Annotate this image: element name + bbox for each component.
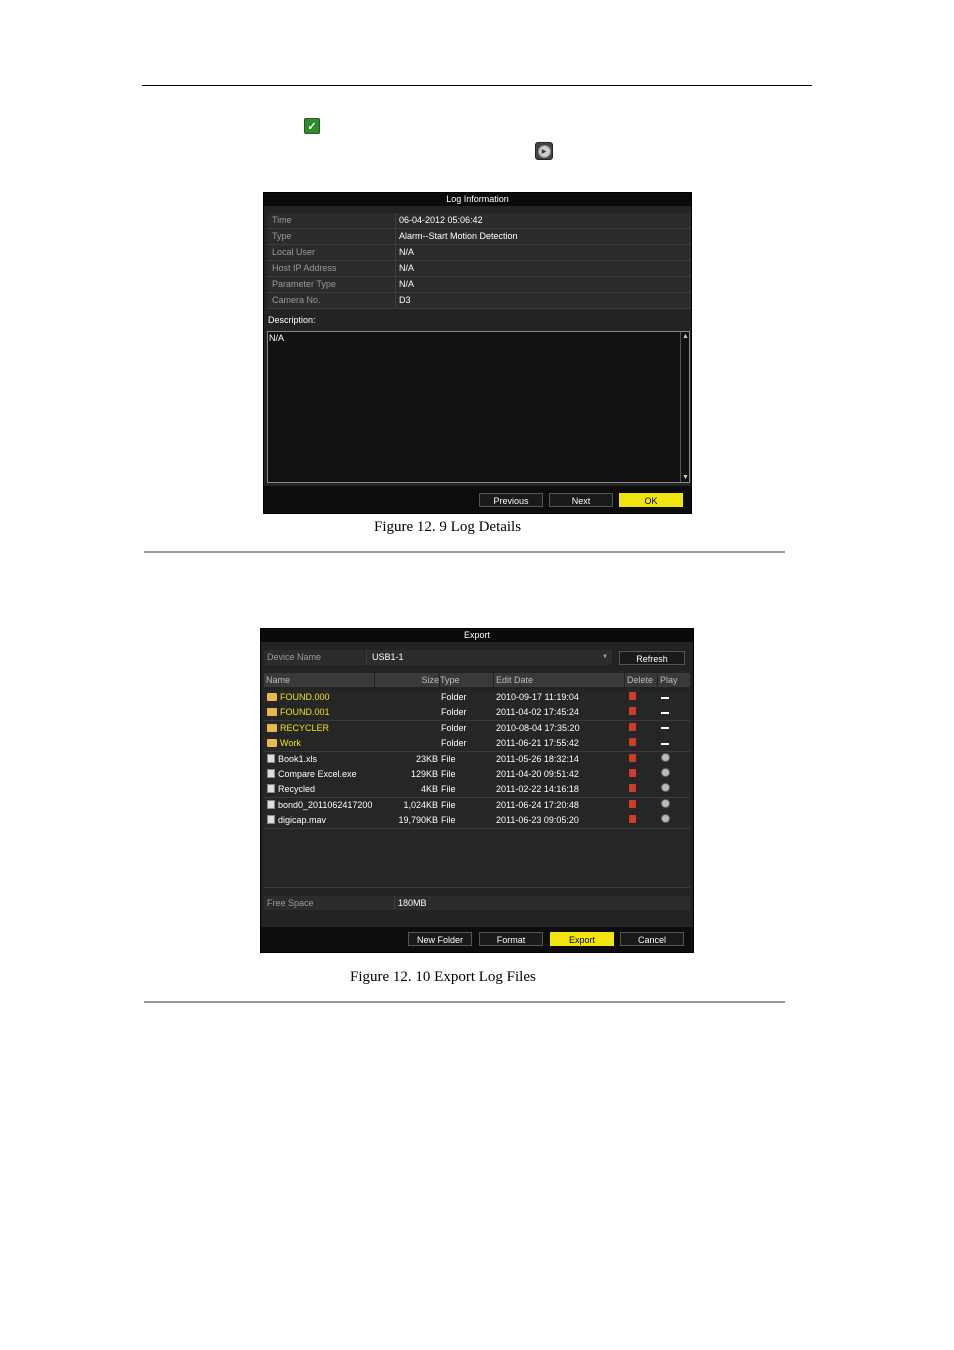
date-cell: 2011-06-21 17:55:42	[496, 738, 579, 749]
name-cell	[267, 782, 372, 797]
field-label: Host IP Address	[272, 263, 337, 273]
delete-cell[interactable]	[629, 798, 636, 813]
trash-icon[interactable]	[629, 707, 636, 715]
type-cell: File	[441, 815, 456, 826]
play-button-icon: ▶	[535, 142, 553, 160]
file-name: digicap.mav	[278, 815, 327, 826]
type-cell: Folder	[441, 707, 467, 718]
delete-cell[interactable]	[629, 782, 636, 797]
play-icon[interactable]	[661, 799, 670, 808]
size-cell: 1,024KB	[403, 799, 438, 810]
section-rule	[144, 551, 785, 553]
delete-cell[interactable]	[629, 705, 636, 720]
section-rule	[144, 1001, 785, 1003]
file-name: RECYCLER	[280, 722, 330, 733]
scroll-down-arrow-icon[interactable]: ▼	[682, 474, 689, 481]
name-cell	[267, 752, 372, 767]
field-label: Parameter Type	[272, 279, 336, 289]
table-row[interactable]	[264, 752, 690, 768]
play-cell[interactable]	[661, 721, 669, 736]
folder-icon	[267, 739, 277, 747]
new-folder-button[interactable]: New Folder	[408, 932, 472, 946]
col-play: Play	[657, 673, 678, 687]
type-cell: Folder	[441, 692, 467, 702]
file-name: bond0_2011062417200	[278, 799, 372, 810]
delete-cell[interactable]	[629, 813, 636, 828]
type-cell: File	[441, 799, 456, 810]
play-cell[interactable]	[661, 798, 670, 813]
type-cell: File	[441, 769, 456, 779]
chevron-down-icon: ▼	[602, 654, 608, 660]
device-name-select[interactable]	[366, 650, 612, 665]
name-cell	[267, 721, 372, 736]
play-icon[interactable]	[661, 768, 670, 777]
name-cell	[267, 767, 372, 782]
table-row[interactable]	[264, 690, 690, 706]
trash-icon[interactable]	[629, 815, 636, 823]
table-row[interactable]	[264, 782, 690, 798]
col-type: Type	[439, 673, 490, 687]
play-cell[interactable]	[661, 736, 669, 751]
export-dialog	[260, 628, 694, 953]
file-icon	[267, 754, 275, 763]
description-label: Description:	[268, 315, 316, 325]
delete-cell[interactable]	[629, 736, 636, 751]
table-row[interactable]	[264, 798, 690, 814]
col-delete: Delete	[624, 673, 653, 687]
field-value: N/A	[399, 247, 415, 257]
file-name: FOUND.001	[280, 707, 330, 718]
device-name-value: USB1-1	[372, 652, 404, 662]
free-space-row	[264, 896, 690, 910]
table-row[interactable]	[264, 813, 690, 829]
figure-caption: Figure 12. 9 Log Details	[374, 519, 522, 535]
field-value: Alarm--Start Motion Detection	[399, 231, 518, 241]
delete-cell[interactable]	[629, 721, 636, 736]
file-name: Recycled	[278, 784, 316, 795]
play-icon[interactable]	[661, 783, 670, 792]
dash-icon	[661, 712, 669, 714]
col-edit-date: Edit Date	[493, 673, 533, 687]
field-label: Local User	[272, 247, 316, 257]
figure-caption: Figure 12. 10 Export Log Files	[350, 969, 536, 985]
dash-icon	[661, 743, 669, 745]
size-cell: 19,790KB	[398, 815, 438, 826]
trash-icon[interactable]	[629, 784, 636, 792]
refresh-button[interactable]: Refresh	[619, 651, 685, 665]
trash-icon[interactable]	[629, 692, 636, 700]
info-row	[267, 261, 691, 277]
name-cell	[267, 736, 372, 751]
date-cell: 2011-06-24 17:20:48	[496, 799, 579, 810]
date-cell: 2010-08-04 17:35:20	[496, 722, 580, 733]
previous-button[interactable]: Previous	[479, 493, 543, 507]
file-name: Work	[280, 738, 301, 749]
file-icon	[267, 784, 275, 793]
log-information-dialog	[263, 192, 692, 514]
cancel-button[interactable]: Cancel	[620, 932, 684, 946]
field-value: D3	[399, 295, 411, 305]
file-icon	[267, 800, 275, 809]
header-rule	[142, 85, 812, 86]
file-name: Compare Excel.exe	[278, 769, 357, 779]
name-cell	[267, 690, 372, 705]
table-row[interactable]	[264, 705, 690, 721]
field-value: 06-04-2012 05:06:42	[399, 215, 483, 225]
type-cell: File	[441, 753, 456, 764]
info-row	[267, 293, 691, 309]
dash-icon	[661, 697, 669, 699]
date-cell: 2011-06-23 09:05:20	[496, 815, 579, 826]
format-button[interactable]: Format	[479, 932, 543, 946]
folder-icon	[267, 724, 277, 732]
col-size: Size	[374, 673, 439, 687]
date-cell: 2011-04-02 17:45:24	[496, 707, 579, 718]
folder-icon	[267, 708, 277, 716]
description-scrollbar[interactable]	[680, 332, 689, 482]
file-list-area	[264, 829, 690, 888]
field-value: N/A	[399, 279, 415, 289]
date-cell: 2011-04-20 09:51:42	[496, 769, 579, 779]
info-row	[267, 245, 691, 261]
name-cell	[267, 798, 372, 813]
trash-icon[interactable]	[629, 723, 636, 731]
export-button[interactable]: Export	[550, 932, 614, 946]
type-cell: Folder	[441, 722, 467, 733]
field-label: Time	[272, 215, 292, 225]
name-cell	[267, 813, 372, 828]
delete-cell[interactable]	[629, 690, 636, 705]
size-cell: 129KB	[410, 769, 438, 779]
field-label: Camera No.	[272, 295, 321, 305]
delete-cell[interactable]	[629, 752, 636, 767]
file-name: Book1.xls	[278, 753, 318, 764]
trash-icon[interactable]	[629, 754, 636, 762]
play-icon[interactable]	[661, 753, 670, 762]
type-cell: File	[441, 784, 456, 795]
name-cell	[267, 705, 372, 720]
table-row[interactable]	[264, 767, 690, 783]
device-name-label: Device Name	[267, 652, 322, 662]
col-name: Name	[266, 675, 291, 685]
file-table-header	[264, 673, 690, 687]
play-cell[interactable]	[661, 690, 669, 705]
free-space-value: 180MB	[394, 896, 427, 910]
file-icon	[267, 815, 275, 824]
scroll-up-arrow-icon[interactable]: ▲	[682, 333, 689, 340]
date-cell: 2011-05-26 18:32:14	[496, 753, 579, 764]
play-cell[interactable]	[661, 705, 669, 720]
play-cell[interactable]	[661, 813, 670, 828]
type-cell: Folder	[441, 738, 467, 749]
folder-icon	[267, 693, 277, 701]
date-cell: 2010-09-17 11:19:04	[496, 692, 579, 702]
play-cell[interactable]	[661, 767, 670, 782]
date-cell: 2011-02-22 14:16:18	[496, 784, 579, 795]
dialog-title: Export	[261, 629, 693, 642]
trash-icon[interactable]	[629, 769, 636, 777]
description-text: N/A	[269, 333, 285, 343]
table-row[interactable]	[264, 736, 690, 752]
dash-icon	[661, 727, 669, 729]
play-cell[interactable]	[661, 752, 670, 767]
description-textarea[interactable]	[267, 331, 690, 483]
next-button[interactable]: Next	[549, 493, 613, 507]
dialog-title: Log Information	[264, 193, 691, 206]
field-label: Type	[272, 231, 292, 241]
size-cell: 4KB	[420, 784, 438, 795]
info-row	[267, 229, 691, 245]
size-cell: 23KB	[415, 753, 438, 764]
trash-icon[interactable]	[629, 738, 636, 746]
table-row[interactable]	[264, 721, 690, 737]
field-value: N/A	[399, 263, 415, 273]
trash-icon[interactable]	[629, 800, 636, 808]
info-row	[267, 277, 691, 293]
checkmark-icon: ✓	[304, 118, 320, 134]
file-name: FOUND.000	[280, 692, 330, 702]
file-icon	[267, 769, 275, 778]
delete-cell[interactable]	[629, 767, 636, 782]
ok-button[interactable]: OK	[619, 493, 683, 507]
play-icon[interactable]	[661, 814, 670, 823]
free-space-label: Free Space	[267, 898, 314, 908]
play-cell[interactable]	[661, 782, 670, 797]
info-row	[267, 213, 691, 229]
